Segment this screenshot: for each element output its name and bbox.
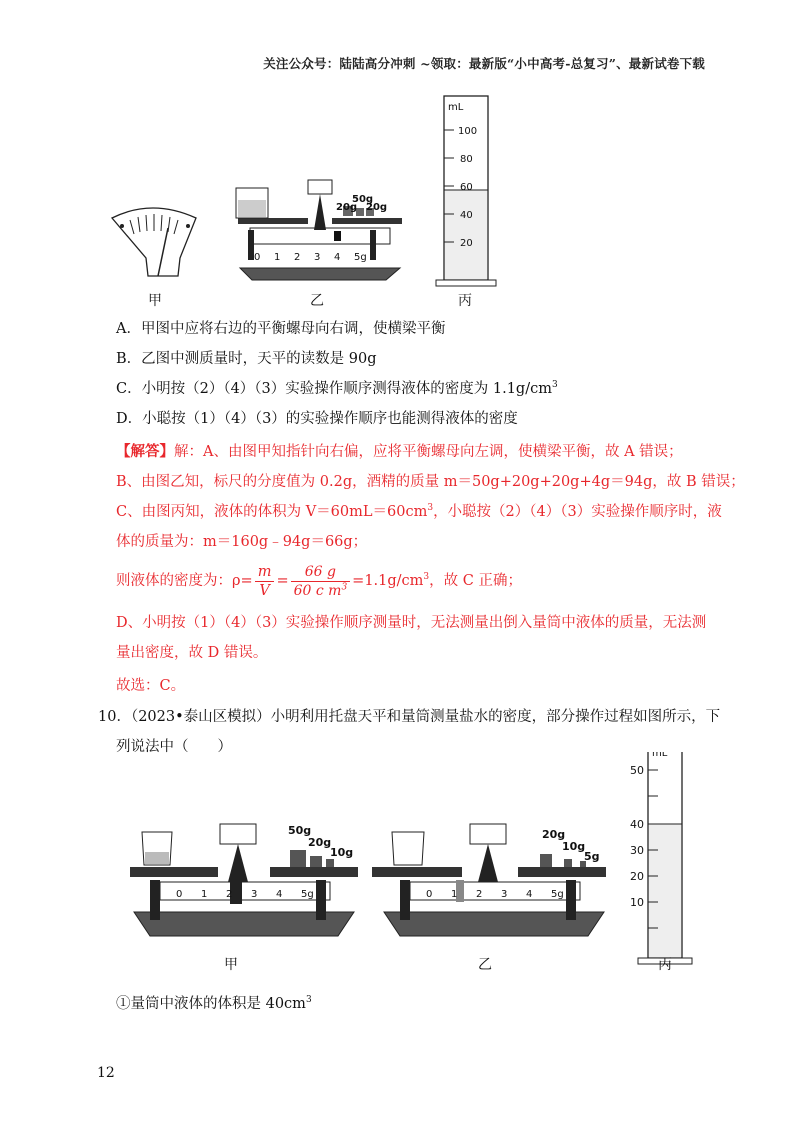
cylinder-tick: 10 (630, 896, 644, 909)
cylinder-tick: 60 (460, 182, 473, 193)
figure-label: 丙 (658, 957, 672, 973)
cylinder-tick: 20 (460, 238, 473, 249)
answer-tag: 【解答】 (116, 443, 174, 460)
ruler-tick: 5g (301, 889, 314, 900)
cylinder-tick: 40 (630, 818, 644, 831)
option-c: C．小明按（2）（4）（3）实验操作顺序测得液体的密度为 $1.1g/cm^3$ (116, 380, 558, 397)
answer-line-1 (116, 441, 683, 463)
answer-line-6: D、小明按（1）（4）（3）实验操作顺序测量时，无法测量出倒入量筒中液体的质量，无法测 (116, 615, 707, 631)
ruler-tick: 0 (176, 889, 183, 900)
ruler-tick: 0 (254, 252, 261, 263)
pointer-scale-drawing (112, 208, 196, 276)
weight-label: 50g (352, 194, 374, 205)
weight-label: 10g (562, 840, 586, 853)
ruler-tick: 1 (201, 889, 208, 900)
answer-line-7: 量出密度，故 D 错误。 (116, 645, 268, 661)
ruler-tick: 3 (251, 889, 258, 900)
fraction-numerator: 66 g (291, 563, 351, 582)
figure-label: 乙 (310, 293, 324, 309)
answer-line-3: C、由图丙知，液体的体积为 $V=60mL=60cm^3$，小聪按（2）（4）（3）实验操作顺序时，液 (116, 503, 722, 520)
formula-result: =1.1g/cm (352, 573, 424, 589)
figure-1-drawing (100, 90, 520, 310)
page-header: 关注公众号：陆陆高分冲刺 ~领取：最新版“小中高考-总复习”、最新试卷下载 (263, 56, 705, 71)
ruler-tick: 2 (226, 889, 233, 900)
weight-label: 20g (336, 202, 358, 213)
ruler-tick: 3 (314, 252, 321, 263)
balance-drawing-b2 (372, 824, 606, 936)
option-d: D．小聪按（1）（4）（3）的实验操作顺序也能测得液体的密度 (116, 411, 518, 427)
option-c-text: C．小明按（2）（4）（3）实验操作顺序测得液体的密度为 1.1g/cm (116, 381, 552, 397)
cylinder-tick: 30 (630, 844, 644, 857)
fraction-values (291, 563, 351, 600)
fraction-numerator: m (255, 563, 275, 582)
answer-line-4: 体的质量为：m＝160g﹣94g＝66g； (116, 534, 368, 550)
answer-line-8: 故选：C。 (116, 678, 186, 694)
answer-text: ，小聪按（2）（4）（3）实验操作顺序时，液 (433, 504, 722, 520)
ruler-tick: 1 (274, 252, 281, 263)
balance-drawing-b (236, 180, 402, 280)
ruler-tick: 4 (276, 889, 283, 900)
ruler-tick: 3 (501, 889, 508, 900)
ruler-tick: 5g (354, 252, 367, 263)
statement-1-text: ①量筒中液体的体积是 40cm (116, 996, 306, 1012)
answer-text: C、由图丙知，液体的体积为 V＝60mL＝60cm (116, 504, 428, 520)
cylinder-unit: mL (652, 752, 668, 759)
page-number: 12 (97, 1065, 115, 1081)
answer-text: 解：A、由图甲知指针向右偏，应将平衡螺母向左调，使横梁平衡，故 A 错误； (174, 444, 683, 460)
figure-label: 甲 (224, 957, 238, 973)
fraction-m-over-v (255, 563, 275, 600)
weight-label: 5g (584, 850, 600, 863)
figure-label: 乙 (478, 957, 492, 973)
denominator-text: 60 c m (293, 582, 342, 599)
weight-label: 20g (366, 202, 388, 213)
cylinder-drawing-c (436, 96, 496, 286)
answer-line-2: B、由图乙知，标尺的分度值为 0.2g，酒精的质量 m＝50g+20g+20g+4g＝94g，故 B 错误； (116, 474, 745, 490)
cylinder-tick: 100 (458, 126, 478, 137)
option-a: A．甲图中应将右边的平衡螺母向右调，使横梁平衡 (116, 321, 446, 337)
figure-2 (120, 752, 700, 982)
figure-label: 甲 (148, 293, 162, 309)
ruler-tick: 2 (294, 252, 301, 263)
cylinder-tick: 50 (630, 764, 644, 777)
fraction-denominator: 60 c $m^3$ (293, 581, 348, 599)
ruler-tick: 0 (426, 889, 433, 900)
statement-1: ①量筒中液体的体积是 $40cm^3$ (116, 995, 312, 1012)
cylinder-tick: 80 (460, 154, 473, 165)
weight-label: 20g (308, 836, 332, 849)
question-10-line-2: 列说法中（ ） (116, 739, 232, 755)
formula-conclusion: ，故 C 正确； (429, 573, 522, 589)
cylinder-drawing-c2 (630, 752, 692, 964)
cylinder-tick: 20 (630, 870, 644, 883)
option-b: B．乙图中测质量时，天平的读数是 90g (116, 351, 377, 367)
figure-2-drawing (120, 752, 700, 982)
ruler-tick: 5g (551, 889, 564, 900)
weight-label: 10g (330, 846, 354, 859)
cylinder-unit: mL (448, 102, 464, 113)
cylinder-tick: 40 (460, 210, 473, 221)
answer-formula-line: 则液体的密度为：ρ= $\frac{m}{V}$ = $\frac{66 g}{60 c m^3}$ $=1.1g/cm^3$，故 C 正确； (116, 563, 522, 599)
weight-label: 50g (288, 824, 312, 837)
ruler-tick: 2 (476, 889, 483, 900)
formula-prefix: 则液体的密度为：ρ= (116, 573, 253, 589)
weight-label: 20g (542, 828, 566, 841)
question-10-line-1: 10．（2023•泰山区模拟）小明利用托盘天平和量筒测量盐水的密度，部分操作过程如图所示，下 (98, 709, 721, 725)
ruler-tick: 1 (451, 889, 458, 900)
figure-1 (100, 90, 520, 310)
balance-drawing-a (130, 824, 358, 936)
ruler-tick: 4 (334, 252, 341, 263)
fraction-denominator: V (259, 582, 270, 599)
ruler-tick: 4 (526, 889, 533, 900)
figure-label: 丙 (458, 293, 472, 309)
